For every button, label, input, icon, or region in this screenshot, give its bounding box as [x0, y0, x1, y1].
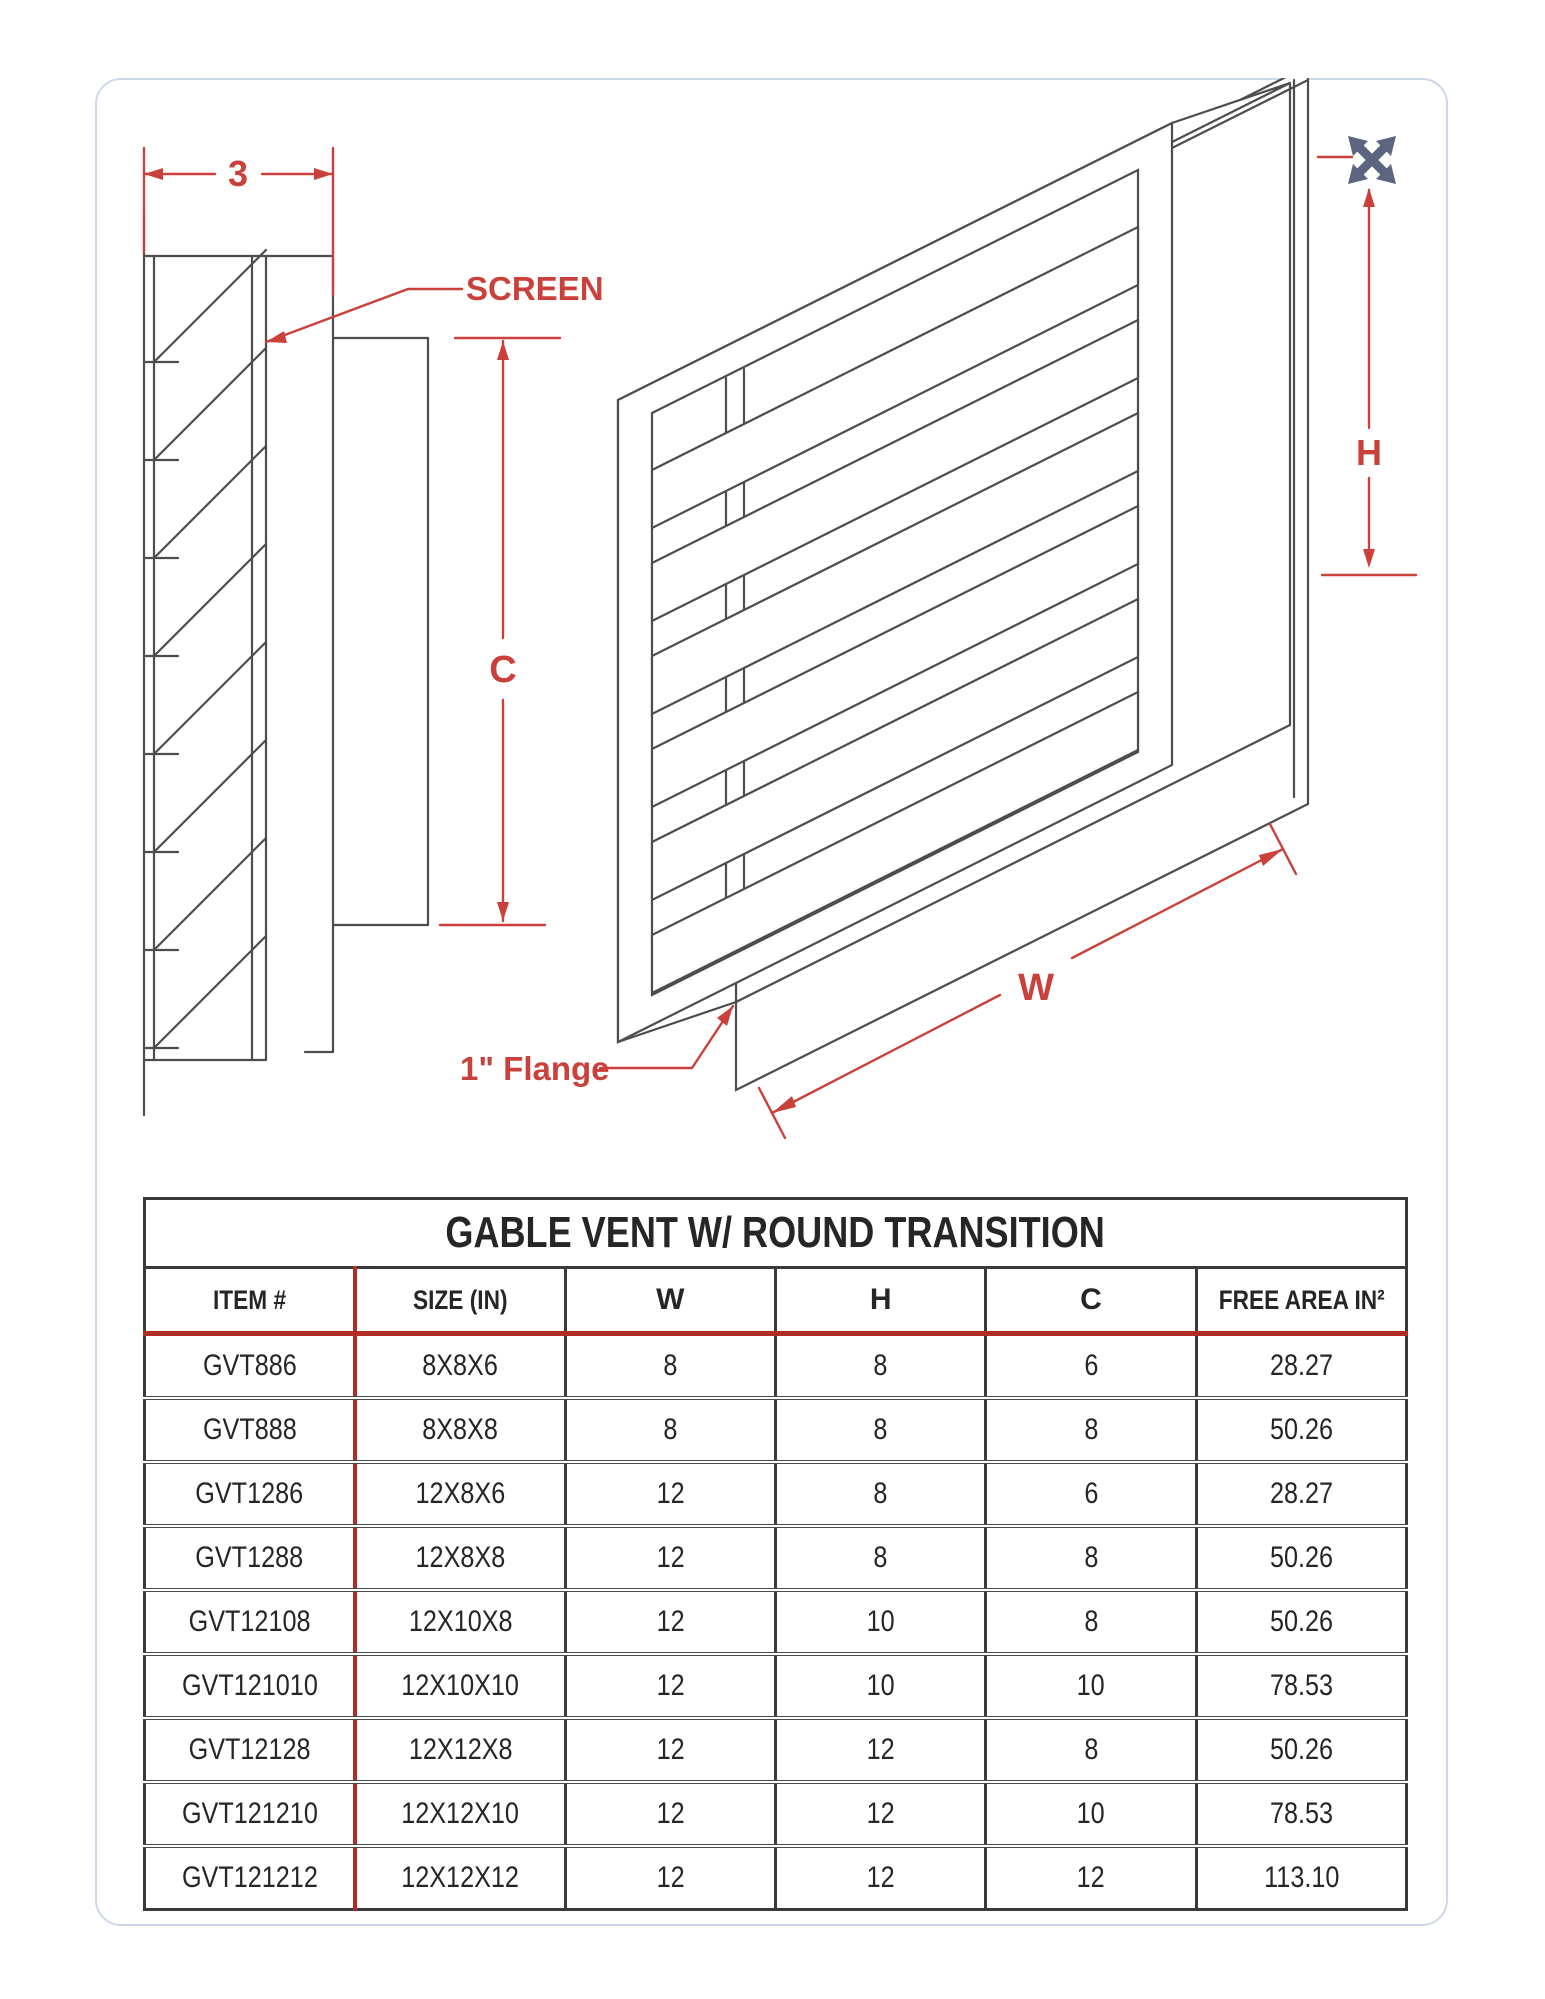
cell-free-area: 78.53	[1269, 1669, 1333, 1702]
table-title: GABLE VENT W/ ROUND TRANSITION	[445, 1208, 1106, 1257]
cell-w: 12	[656, 1797, 685, 1830]
col-header-free-area: FREE AREA IN²	[1218, 1284, 1385, 1315]
cell-h: 12	[866, 1797, 895, 1830]
flange-callout	[460, 1006, 733, 1087]
cell-w: 12	[656, 1477, 685, 1510]
table-row	[145, 1590, 1407, 1654]
dimension-depth-3	[144, 148, 333, 295]
cell-c: 8	[1083, 1605, 1098, 1638]
spec-table-section	[143, 1197, 1408, 1911]
move-icon[interactable]	[1348, 136, 1396, 184]
cell-size: 12X10X8	[408, 1605, 513, 1638]
technical-drawing	[95, 78, 1448, 1158]
cell-size: 12X8X8	[415, 1541, 506, 1574]
cell-size: 12X10X10	[401, 1669, 520, 1702]
cell-c: 6	[1083, 1477, 1098, 1510]
cell-c: 10	[1076, 1797, 1105, 1830]
transition-collar-section	[333, 338, 428, 925]
cell-c: 6	[1083, 1349, 1098, 1382]
table-header-row	[145, 1268, 1407, 1334]
table-row	[145, 1718, 1407, 1782]
cell-free-area: 28.27	[1269, 1349, 1333, 1382]
cell-size: 8X8X8	[422, 1413, 499, 1446]
cell-w: 12	[656, 1541, 685, 1574]
side-section-view	[144, 215, 428, 1115]
col-header-size: SIZE (IN)	[412, 1284, 508, 1315]
cell-item: GVT886	[202, 1349, 297, 1382]
cell-size: 12X8X6	[415, 1477, 506, 1510]
table-title-row	[145, 1199, 1407, 1268]
cell-h: 8	[873, 1477, 888, 1510]
cell-free-area: 78.53	[1269, 1797, 1333, 1830]
col-header-c: C	[1080, 1283, 1102, 1316]
cell-size: 12X12X12	[401, 1861, 520, 1894]
table-row	[145, 1846, 1407, 1910]
cell-free-area: 50.26	[1269, 1541, 1333, 1574]
table-row	[145, 1654, 1407, 1718]
cell-item: GVT888	[202, 1413, 297, 1446]
col-header-w: W	[656, 1283, 685, 1316]
cell-h: 10	[866, 1669, 895, 1702]
cell-w: 12	[656, 1669, 685, 1702]
cell-h: 8	[873, 1349, 888, 1382]
cell-w: 8	[663, 1349, 678, 1382]
cell-free-area: 113.10	[1263, 1861, 1339, 1894]
isometric-view	[618, 78, 1308, 1090]
table-row	[145, 1782, 1407, 1846]
cell-size: 12X12X8	[408, 1733, 513, 1766]
spec-table	[143, 1197, 1408, 1911]
cell-free-area: 50.26	[1269, 1605, 1333, 1638]
dimension-height-h	[1318, 157, 1416, 575]
cell-size: 12X12X10	[401, 1797, 520, 1830]
collar-dim-label: C	[489, 649, 517, 691]
table-row	[145, 1334, 1407, 1399]
cell-item: GVT12128	[188, 1733, 311, 1766]
cell-h: 12	[866, 1733, 895, 1766]
cell-item: GVT12108	[188, 1605, 311, 1638]
screen-label: SCREEN	[466, 270, 604, 307]
dimension-collar-c	[440, 338, 560, 925]
col-header-item: ITEM #	[212, 1284, 286, 1315]
height-dim-label: H	[1356, 432, 1382, 473]
flange-label: 1" Flange	[460, 1050, 610, 1087]
cell-free-area: 50.26	[1269, 1733, 1333, 1766]
cell-c: 10	[1076, 1669, 1105, 1702]
screen-callout	[266, 270, 604, 343]
cell-free-area: 28.27	[1269, 1477, 1333, 1510]
width-dim-label: W	[1018, 967, 1054, 1009]
cell-c: 8	[1083, 1733, 1098, 1766]
cell-c: 12	[1076, 1861, 1105, 1894]
cell-item: GVT121212	[181, 1861, 318, 1894]
cell-h: 8	[873, 1413, 888, 1446]
louver-blades-section	[144, 250, 266, 1048]
table-row	[145, 1526, 1407, 1590]
cell-w: 12	[656, 1861, 685, 1894]
cell-h: 8	[873, 1541, 888, 1574]
cell-w: 8	[663, 1413, 678, 1446]
depth-dim-label: 3	[227, 153, 249, 194]
cell-item: GVT1288	[195, 1541, 304, 1574]
cell-free-area: 50.26	[1269, 1413, 1333, 1446]
table-row	[145, 1398, 1407, 1462]
cell-c: 8	[1083, 1413, 1098, 1446]
cell-size: 8X8X6	[422, 1349, 499, 1382]
col-header-h: H	[869, 1283, 892, 1316]
cell-w: 12	[656, 1733, 685, 1766]
cell-item: GVT121010	[181, 1669, 318, 1702]
cell-h: 10	[866, 1605, 895, 1638]
cell-c: 8	[1083, 1541, 1098, 1574]
cell-item: GVT1286	[195, 1477, 304, 1510]
cell-w: 12	[656, 1605, 685, 1638]
cell-h: 12	[866, 1861, 895, 1894]
cell-item: GVT121210	[181, 1797, 318, 1830]
table-row	[145, 1462, 1407, 1526]
